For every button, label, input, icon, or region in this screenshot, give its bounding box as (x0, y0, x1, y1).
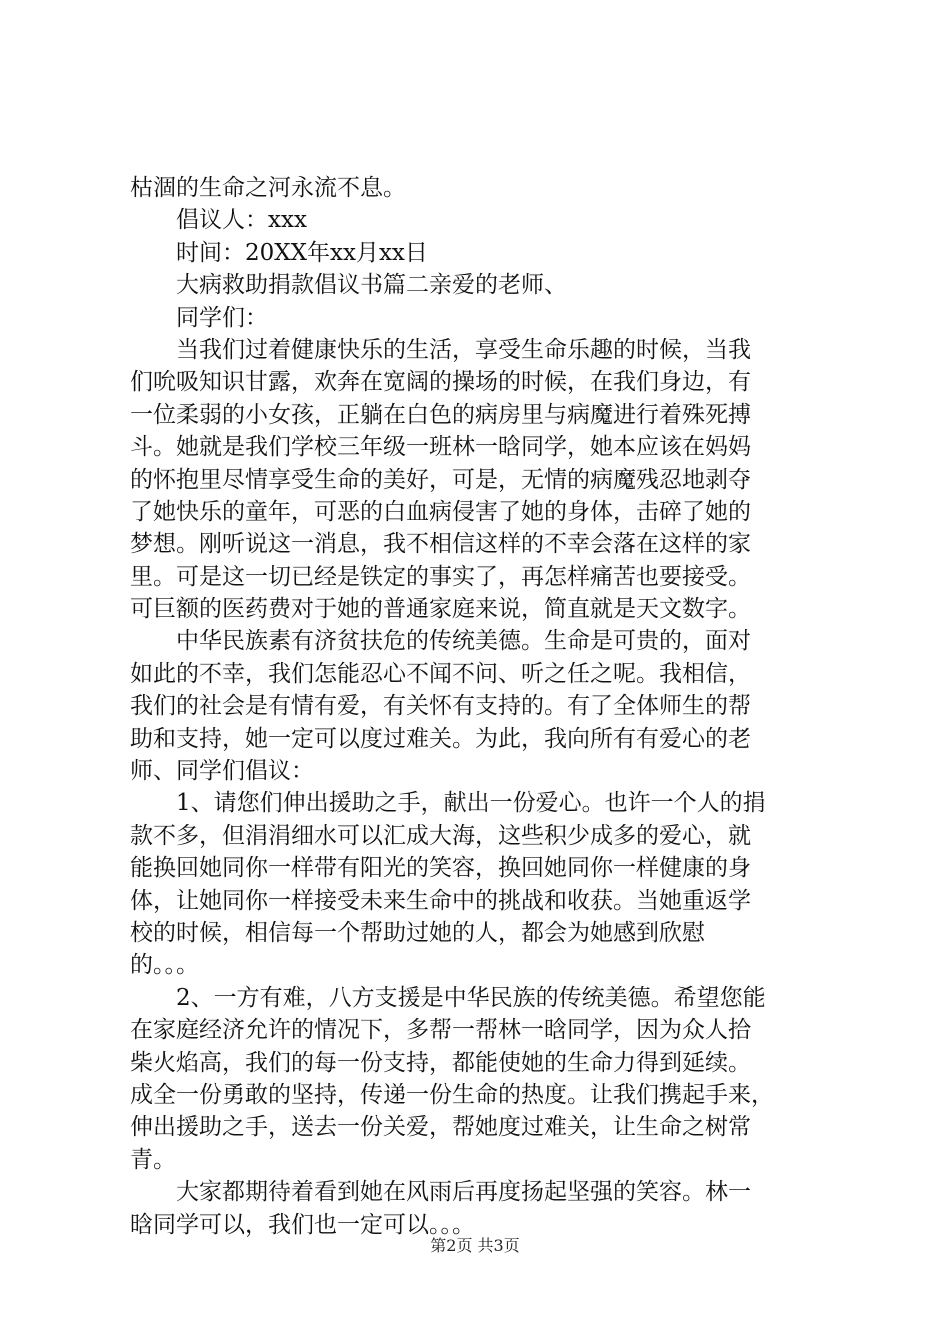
body-line: 时间：20XX年xx月xx日 (176, 239, 428, 266)
body-line: 的。。。 (130, 952, 199, 979)
body-line: 2、一方有难，八方支援是中华民族的传统美德。希望您能 (176, 984, 766, 1011)
body-line: 校的时候，相信每一个帮助过她的人，都会为她感到欣慰 (130, 919, 705, 946)
body-line: 同学们： (176, 304, 268, 331)
body-line: 了她快乐的童年，可恶的白血病侵害了她的身体，击碎了她的 (130, 498, 751, 525)
body-line: 枯涸的生命之河永流不息。 (130, 175, 406, 201)
body-line: 能换回她同你一样带有阳光的笑容，换回她同你一样健康的身 (130, 855, 751, 882)
body-line: 青。 (130, 1146, 176, 1173)
body-line: 伸出援助之手，送去一份关爱，帮她度过难关，让生命之树常 (130, 1114, 751, 1141)
body-line: 倡议人：xxx (176, 207, 307, 234)
body-line: 里。可是这一切已经是铁定的事实了，再怎样痛苦也要接受。 (130, 563, 751, 590)
body-line: 体，让她同你一样接受未来生命中的挑战和收获。当她重返学 (130, 887, 751, 914)
body-line: 1、请您们伸出援助之手，献出一份爱心。也许一个人的捐 (176, 790, 766, 817)
body-line: 大病救助捐款倡议书篇二亲爱的老师、 (176, 272, 567, 299)
body-line: 中华民族素有济贫扶危的传统美德。生命是可贵的，面对 (176, 628, 751, 655)
body-line: 晗同学可以，我们也一定可以。。。 (130, 1211, 475, 1238)
body-line: 大家都期待着看到她在风雨后再度扬起坚强的笑容。林一 (176, 1179, 751, 1206)
body-line: 在家庭经济允许的情况下，多帮一帮林一晗同学，因为众人拾 (130, 1017, 751, 1044)
body-line: 斗。她就是我们学校三年级一班林一晗同学，她本应该在妈妈 (130, 434, 751, 461)
body-line: 成全一份勇敢的坚持，传递一份生命的热度。让我们携起手来， (130, 1081, 774, 1108)
body-line: 如此的不幸，我们怎能忍心不闻不问、听之任之呢。我相信， (130, 660, 751, 687)
page-footer: 第2页 共3页 (430, 1236, 520, 1255)
body-line: 梦想。刚听说这一消息，我不相信这样的不幸会落在这样的家 (130, 531, 751, 558)
document-body (130, 172, 830, 1241)
body-line: 当我们过着健康快乐的生活，享受生命乐趣的时候，当我 (176, 336, 751, 363)
body-line: 助和支持，她一定可以度过难关。为此，我向所有有爱心的老 (130, 725, 751, 752)
body-line: 柴火焰高，我们的每一份支持，都能使她的生命力得到延续。 (130, 1049, 751, 1076)
body-line: 的怀抱里尽情享受生命的美好，可是，无情的病魔残忍地剥夺 (130, 466, 751, 493)
body-line: 可巨额的医药费对于她的普通家庭来说，简直就是天文数字。 (130, 596, 751, 623)
body-line: 款不多，但涓涓细水可以汇成大海，这些积少成多的爱心，就 (130, 822, 751, 849)
body-line: 师、同学们倡议： (130, 758, 314, 785)
body-line: 一位柔弱的小女孩，正躺在白色的病房里与病魔进行着殊死搏 (130, 401, 751, 428)
body-line: 我们的社会是有情有爱，有关怀有支持的。有了全体师生的帮 (130, 693, 751, 720)
body-line: 们吮吸知识甘露，欢奔在宽阔的操场的时候，在我们身边，有 (130, 369, 751, 396)
